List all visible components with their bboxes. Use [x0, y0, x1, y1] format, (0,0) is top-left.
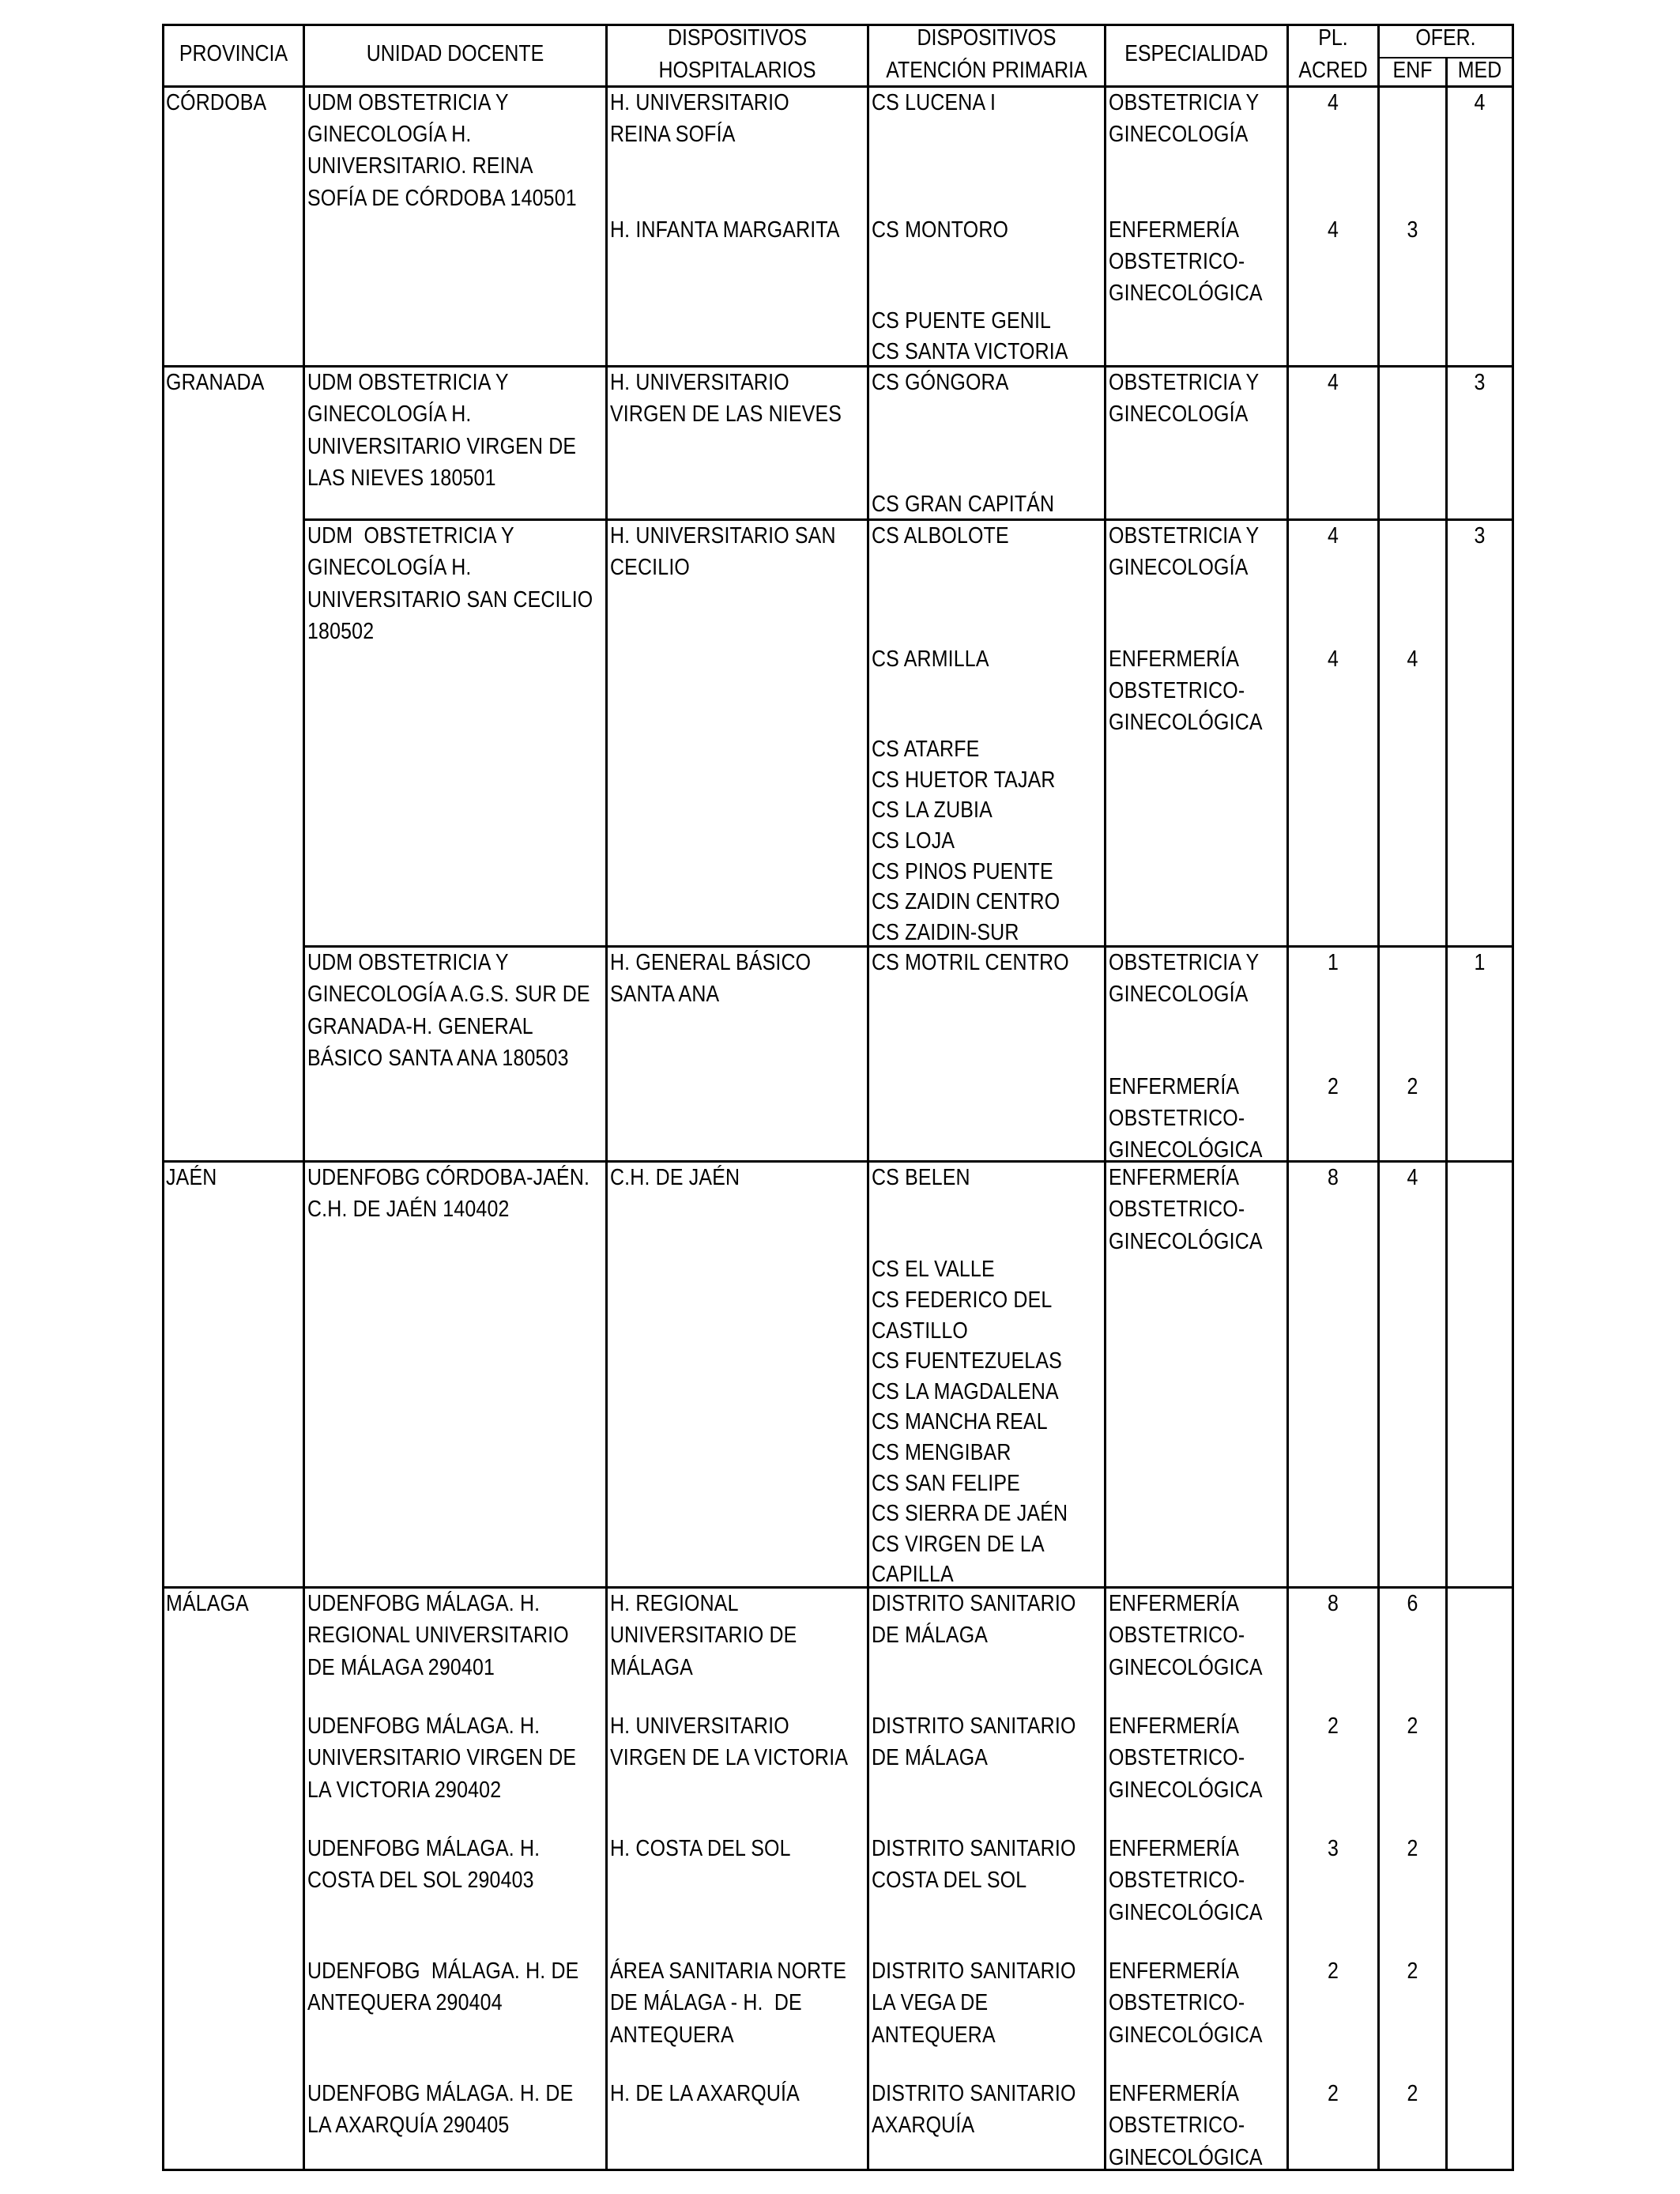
primary-care-device: DISTRITO SANITARIO [872, 1713, 1076, 1739]
primary-care-device: DE MÁLAGA [872, 1745, 989, 1770]
specialty: OBSTETRICIA Y [1109, 523, 1260, 548]
specialty: GINECOLÓGICA [1109, 2145, 1263, 2169]
unit-name: GINECOLOGÍA H. [307, 555, 472, 580]
specialty: GINECOLÓGICA [1109, 710, 1263, 735]
header-enf: ENF [1392, 58, 1433, 83]
header-unidad-docente: UNIDAD DOCENTE [366, 41, 544, 66]
unit-name: UDENFOBG MÁLAGA. H. DE [307, 1958, 579, 1984]
specialty: OBSTETRICIA Y [1109, 950, 1260, 975]
primary-care-device: DISTRITO SANITARIO [872, 1591, 1076, 1616]
specialty: OBSTETRICO- [1109, 1745, 1245, 1770]
primary-care-device: CAPILLA [872, 1562, 954, 1586]
primary-care-device: CASTILLO [872, 1318, 968, 1344]
primary-care-device: CS ALBOLOTE [872, 523, 1009, 548]
header-especialidad: ESPECIALIDAD [1124, 41, 1268, 66]
ofer-enf-value: 2 [1407, 1958, 1418, 1984]
specialty: GINECOLOGÍA [1109, 982, 1249, 1007]
hospital-device: CECILIO [610, 555, 690, 580]
primary-care-device: DISTRITO SANITARIO [872, 1958, 1076, 1984]
unit-name: UNIVERSITARIO. REINA [307, 153, 533, 179]
ofer-enf-value: 4 [1407, 647, 1418, 672]
specialty: OBSTETRICO- [1109, 249, 1245, 274]
header-atencion-2: ATENCIÓN PRIMARIA [886, 58, 1087, 83]
primary-care-device: CS MENGIBAR [872, 1440, 1011, 1465]
primary-care-device: CS EL VALLE [872, 1257, 995, 1282]
ofer-enf-value: 2 [1407, 1713, 1418, 1739]
specialty: ENFERMERÍA [1109, 217, 1240, 243]
ofer-med-value: 3 [1474, 523, 1486, 548]
specialty: ENFERMERÍA [1109, 1074, 1240, 1099]
unit-name: UDM OBSTETRICIA Y [307, 370, 509, 395]
specialty: GINECOLÓGICA [1109, 281, 1263, 306]
province-cordoba: CÓRDOBA [166, 90, 267, 115]
unit-name: 180502 [307, 619, 375, 644]
header-pl-1: PL. [1318, 25, 1348, 51]
hospital-device: H. GENERAL BÁSICO [610, 950, 812, 975]
primary-care-device: AXARQUÍA [872, 2113, 975, 2138]
specialty: OBSTETRICO- [1109, 1197, 1245, 1222]
primary-care-device: CS PINOS PUENTE [872, 859, 1053, 884]
primary-care-device: CS SAN FELIPE [872, 1471, 1020, 1496]
specialty: GINECOLOGÍA [1109, 555, 1249, 580]
province-jaen: JAÉN [166, 1165, 217, 1190]
unit-name: UDM OBSTETRICIA Y [307, 523, 514, 548]
specialty: GINECOLÓGICA [1109, 1655, 1263, 1680]
column-divider [867, 24, 869, 2171]
pl-acred-value: 8 [1328, 1591, 1339, 1616]
pl-acred-value: 2 [1328, 1713, 1339, 1739]
header-hospitalarios-1: DISPOSITIVOS [667, 25, 808, 51]
primary-care-device: DISTRITO SANITARIO [872, 2081, 1076, 2106]
unit-name: UDM OBSTETRICIA Y [307, 90, 509, 115]
unit-name: UDENFOBG MÁLAGA. H. [307, 1591, 541, 1616]
ofer-enf-value: 2 [1407, 1074, 1418, 1099]
specialty: ENFERMERÍA [1109, 1713, 1240, 1739]
primary-care-device: CS GÓNGORA [872, 370, 1009, 395]
hospital-device: DE MÁLAGA - H. DE [610, 1990, 802, 2015]
primary-care-device: CS ZAIDIN-SUR [872, 920, 1019, 945]
pl-acred-value: 8 [1328, 1165, 1339, 1190]
unit-name: REGIONAL UNIVERSITARIO [307, 1623, 569, 1648]
pl-acred-value: 2 [1328, 1958, 1339, 1984]
hospital-device: MÁLAGA [610, 1655, 693, 1680]
specialty: OBSTETRICO- [1109, 1868, 1245, 1893]
primary-care-device: CS HUETOR TAJAR [872, 767, 1056, 793]
unit-name: UDENFOBG CÓRDOBA-JAÉN. [307, 1165, 590, 1190]
ofer-enf-value: 2 [1407, 2081, 1418, 2106]
hospital-device: H. DE LA AXARQUÍA [610, 2081, 800, 2106]
specialty: GINECOLÓGICA [1109, 1777, 1263, 1803]
unit-name: UDENFOBG MÁLAGA. H. [307, 1713, 541, 1739]
specialty: GINECOLÓGICA [1109, 2022, 1263, 2048]
header-pl-2: ACRED [1298, 58, 1368, 83]
primary-care-device: CS BELEN [872, 1165, 970, 1190]
ofer-enf-value: 3 [1407, 217, 1418, 243]
primary-care-device: COSTA DEL SOL [872, 1868, 1027, 1893]
specialty: OBSTETRICO- [1109, 678, 1245, 703]
header-med: MED [1457, 58, 1502, 83]
ofer-med-value: 4 [1474, 90, 1486, 115]
primary-care-device: CS SIERRA DE JAÉN [872, 1501, 1068, 1526]
column-divider [1286, 24, 1289, 2171]
ofer-med-value: 1 [1474, 950, 1486, 975]
column-divider [1104, 24, 1106, 2171]
specialty: OBSTETRICO- [1109, 1623, 1245, 1648]
specialty: ENFERMERÍA [1109, 1958, 1240, 1984]
pl-acred-value: 4 [1328, 647, 1339, 672]
unit-name: LA AXARQUÍA 290405 [307, 2113, 510, 2138]
specialty: OBSTETRICO- [1109, 1106, 1245, 1131]
primary-care-device: CS MONTORO [872, 217, 1009, 243]
primary-care-device: CS LUCENA I [872, 90, 996, 115]
unit-name: LA VICTORIA 290402 [307, 1777, 502, 1803]
header-hospitalarios-2: HOSPITALARIOS [658, 58, 816, 83]
unit-name: LAS NIEVES 180501 [307, 466, 496, 491]
unit-name: GINECOLOGÍA H. [307, 122, 472, 147]
primary-care-device: ANTEQUERA [872, 2022, 996, 2048]
primary-care-device: CS LA MAGDALENA [872, 1379, 1059, 1404]
hospital-device: REINA SOFÍA [610, 122, 736, 147]
primary-care-device: CS MOTRIL CENTRO [872, 950, 1069, 975]
primary-care-device: CS SANTA VICTORIA [872, 339, 1068, 364]
hospital-device: H. REGIONAL [610, 1591, 739, 1616]
hospital-device: H. COSTA DEL SOL [610, 1836, 791, 1861]
specialty: OBSTETRICO- [1109, 2113, 1245, 2138]
primary-care-device: CS FUENTEZUELAS [872, 1348, 1062, 1374]
primary-care-device: CS MANCHA REAL [872, 1409, 1048, 1434]
ofer-med-value: 3 [1474, 370, 1486, 395]
specialty: ENFERMERÍA [1109, 1836, 1240, 1861]
table-border-right [1512, 24, 1514, 2171]
unit-name: DE MÁLAGA 290401 [307, 1655, 495, 1680]
column-divider [1377, 24, 1380, 2171]
specialty: ENFERMERÍA [1109, 1165, 1240, 1190]
ofer-enf-value: 6 [1407, 1591, 1418, 1616]
pl-acred-value: 3 [1328, 1836, 1339, 1861]
header-provincia: PROVINCIA [179, 41, 288, 66]
specialty: GINECOLÓGICA [1109, 1900, 1263, 1925]
ofer-enf-value: 2 [1407, 1836, 1418, 1861]
unit-name: UNIVERSITARIO VIRGEN DE [307, 1745, 577, 1770]
pl-acred-value: 4 [1328, 523, 1339, 548]
primary-care-device: CS ARMILLA [872, 647, 989, 672]
hospital-device: ANTEQUERA [610, 2022, 734, 2048]
unit-name: BÁSICO SANTA ANA 180503 [307, 1046, 569, 1071]
primary-care-device: CS VIRGEN DE LA [872, 1532, 1045, 1557]
unit-name: SOFÍA DE CÓRDOBA 140501 [307, 186, 577, 211]
specialty: GINECOLOGÍA [1109, 401, 1249, 427]
primary-care-device: CS LA ZUBIA [872, 797, 993, 823]
unit-name: COSTA DEL SOL 290403 [307, 1868, 534, 1893]
specialty: GINECOLÓGICA [1109, 1229, 1263, 1254]
primary-care-device: CS ZAIDIN CENTRO [872, 889, 1060, 914]
specialty: GINECOLÓGICA [1109, 1137, 1263, 1160]
unit-name: UDM OBSTETRICIA Y [307, 950, 509, 975]
hospital-device: H. UNIVERSITARIO SAN [610, 523, 836, 548]
pl-acred-value: 2 [1328, 1074, 1339, 1099]
table-border-left [162, 24, 164, 2171]
province-malaga: MÁLAGA [166, 1591, 249, 1616]
pl-acred-value: 2 [1328, 2081, 1339, 2106]
primary-care-device: CS LOJA [872, 828, 955, 854]
specialty: ENFERMERÍA [1109, 1591, 1240, 1616]
primary-care-device: DE MÁLAGA [872, 1623, 989, 1648]
table-border-bottom [162, 2169, 1514, 2171]
header-ofer: OFER. [1415, 25, 1476, 51]
primary-care-device: CS FEDERICO DEL [872, 1287, 1053, 1313]
hospital-device: ÁREA SANITARIA NORTE [610, 1958, 847, 1984]
hospital-device: SANTA ANA [610, 982, 720, 1007]
pl-acred-value: 4 [1328, 370, 1339, 395]
unit-name: GRANADA-H. GENERAL [307, 1014, 533, 1039]
primary-care-device: CS GRAN CAPITÁN [872, 492, 1055, 517]
pl-acred-value: 4 [1328, 217, 1339, 243]
column-divider [605, 24, 608, 2171]
header-atencion-1: DISPOSITIVOS [917, 25, 1057, 51]
specialty: GINECOLOGÍA [1109, 122, 1249, 147]
province-granada: GRANADA [166, 370, 265, 395]
unit-name: UNIVERSITARIO VIRGEN DE [307, 434, 577, 459]
hospital-device: H. INFANTA MARGARITA [610, 217, 840, 243]
unit-name: C.H. DE JAÉN 140402 [307, 1197, 510, 1222]
unit-name: GINECOLOGÍA A.G.S. SUR DE [307, 982, 590, 1007]
ofer-enf-value: 4 [1407, 1165, 1418, 1190]
hospital-device: H. UNIVERSITARIO [610, 370, 789, 395]
hospital-device: VIRGEN DE LAS NIEVES [610, 401, 842, 427]
pl-acred-value: 1 [1328, 950, 1339, 975]
column-divider [303, 24, 305, 2171]
specialty: ENFERMERÍA [1109, 647, 1240, 672]
hospital-device: C.H. DE JAÉN [610, 1165, 740, 1190]
hospital-device: VIRGEN DE LA VICTORIA [610, 1745, 849, 1770]
unit-name: UDENFOBG MÁLAGA. H. [307, 1836, 541, 1861]
specialty: OBSTETRICIA Y [1109, 370, 1260, 395]
unit-name: ANTEQUERA 290404 [307, 1990, 503, 2015]
unit-name: UNIVERSITARIO SAN CECILIO [307, 587, 593, 613]
column-divider [1445, 57, 1448, 2171]
pl-acred-value: 4 [1328, 90, 1339, 115]
unit-name: GINECOLOGÍA H. [307, 401, 472, 427]
specialty: ENFERMERÍA [1109, 2081, 1240, 2106]
hospital-device: UNIVERSITARIO DE [610, 1623, 797, 1648]
specialty: OBSTETRICIA Y [1109, 90, 1260, 115]
primary-care-device: LA VEGA DE [872, 1990, 989, 2015]
unit-name: UDENFOBG MÁLAGA. H. DE [307, 2081, 574, 2106]
specialty: OBSTETRICO- [1109, 1990, 1245, 2015]
primary-care-device: CS PUENTE GENIL [872, 308, 1052, 334]
hospital-device: H. UNIVERSITARIO [610, 90, 789, 115]
primary-care-device: CS ATARFE [872, 737, 980, 762]
hospital-device: H. UNIVERSITARIO [610, 1713, 789, 1739]
primary-care-device: DISTRITO SANITARIO [872, 1836, 1076, 1861]
